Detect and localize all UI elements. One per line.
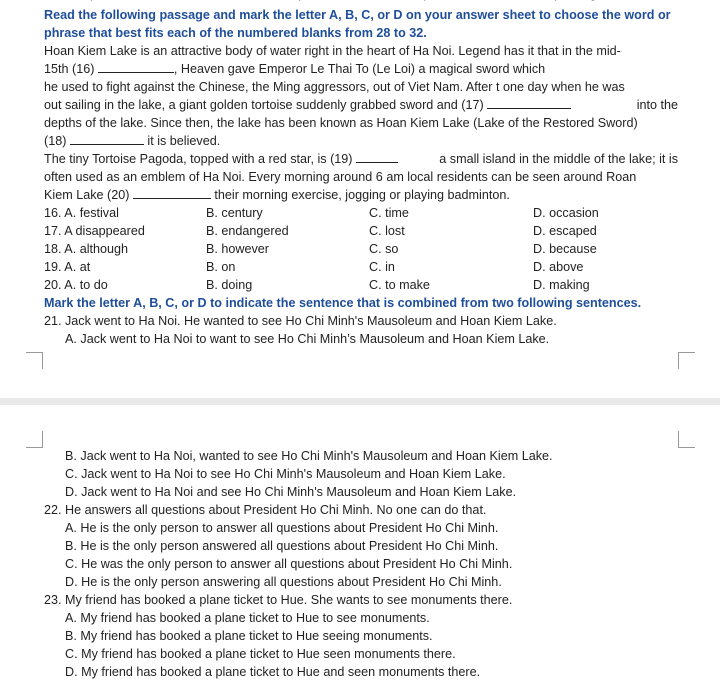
- options-19: 19. A. at B. on C. in D. above: [44, 260, 584, 274]
- question-21-option-c: C. Jack went to Ha Noi to see Ho Chi Minh's Mausoleum and Hoan Kiem Lake.: [65, 467, 506, 481]
- blank-17: [487, 96, 571, 109]
- question-23-option-a: A. My friend has booked a plane ticket to Hue to see monuments.: [65, 611, 430, 625]
- document-page-2: [0, 405, 720, 698]
- blank-19: [356, 150, 398, 163]
- passage-line-9: Kiem Lake (20) their morning exercise, jogging or playing badminton.: [44, 188, 510, 202]
- options-20: 20. A. to do B. doing C. to make D. making: [44, 278, 590, 292]
- blank-16: [98, 60, 174, 73]
- blank-18: [70, 132, 144, 145]
- passage-line-7: The tiny Tortoise Pagoda, topped with a red star, is (19) a small island in the middle of the lake; it is: [44, 152, 678, 166]
- page-corner-mark: [26, 431, 43, 448]
- options-18: 18. A. although B. however C. so D. because: [44, 242, 597, 256]
- question-21-option-a: A. Jack went to Ha Noi to want to see Ho Chi Minh’s Mausoleum and Hoan Kiem Lake.: [65, 332, 550, 346]
- page-corner-mark: [678, 431, 695, 448]
- page-break: [0, 398, 720, 405]
- question-22-option-d: D. He is the only person answering all questions about President Ho Chi Minh.: [65, 575, 502, 589]
- question-22-option-a: A. He is the only person to answer all questions about President Ho Chi Minh.: [65, 521, 499, 535]
- question-23-option-d: D. My friend has booked a plane ticket to Hue and seen monuments there.: [65, 665, 481, 679]
- page-corner-mark: [678, 352, 695, 369]
- question-21-option-d: D. Jack went to Ha Noi and see Ho Chi Minh's Mausoleum and Hoan Kiem Lake.: [65, 485, 517, 499]
- question-22-option-b: B. He is the only person answered all questions about President Ho Chi Minh.: [65, 539, 499, 553]
- options-17: 17. A disappeared B. endangered C. lost D. escaped: [44, 224, 597, 238]
- passage-line-2: 15th (16) , Heaven gave Emperor Le Thai To (Le Loi) a magical sword which: [44, 62, 546, 76]
- question-21-stem: 21. Jack went to Ha Noi. He wanted to see Ho Chi Minh's Mausoleum and Hoan Kiem Lake.: [44, 314, 557, 328]
- passage-line-8: often used as an emblem of Ha Noi. Every morning around 6 am local residents can be seen around Roan: [44, 170, 637, 184]
- question-21-option-b: B. Jack went to Ha Noi, wanted to see Ho Chi Minh's Mausoleum and Hoan Kiem Lake.: [65, 449, 553, 463]
- passage-line-1: Hoan Kiem Lake is an attractive body of water right in the heart of Ha Noi. Legend has it that in the mid-: [44, 44, 621, 58]
- passage-line-6: (18) it is believed.: [44, 134, 221, 148]
- question-22-stem: 22. He answers all questions about President Ho Chi Minh. No one can do that.: [44, 503, 487, 517]
- combine-instruction: Mark the letter A, B, C, or D to indicate the sentence that is combined from two following sentences.: [44, 296, 642, 310]
- page-corner-mark: [26, 352, 43, 369]
- cut-off-options-row: [0, 0, 720, 2]
- passage-line-4: out sailing in the lake, a giant golden tortoise suddenly grabbed sword and (17) into the: [44, 98, 678, 112]
- question-23-option-c: C. My friend has booked a plane ticket to Hue seen monuments there.: [65, 647, 456, 661]
- question-22-option-c: C. He was the only person to answer all questions about President Ho Chi Minh.: [65, 557, 513, 571]
- reading-instruction: Read the following passage and mark the letter A, B, C, or D on your answer sheet to choose the word or phrase that best fits each of the numbered blanks from 28 to 32.: [44, 8, 671, 40]
- options-16: 16. A. festival B. century C. time D. occasion: [44, 206, 599, 220]
- blank-20: [133, 186, 211, 199]
- passage-line-5: depths of the lake. Since then, the lake has been known as Hoan Kiem Lake (Lake of the Restored Sword): [44, 116, 638, 130]
- question-23-option-b: B. My friend has booked a plane ticket to Hue seeing monuments.: [65, 629, 433, 643]
- passage-line-3: he used to fight against the Chinese, the Ming aggressors, out of Viet Nam. After t one day when he was: [44, 80, 625, 94]
- question-23-stem: 23. My friend has booked a plane ticket to Hue. She wants to see monuments there.: [44, 593, 513, 607]
